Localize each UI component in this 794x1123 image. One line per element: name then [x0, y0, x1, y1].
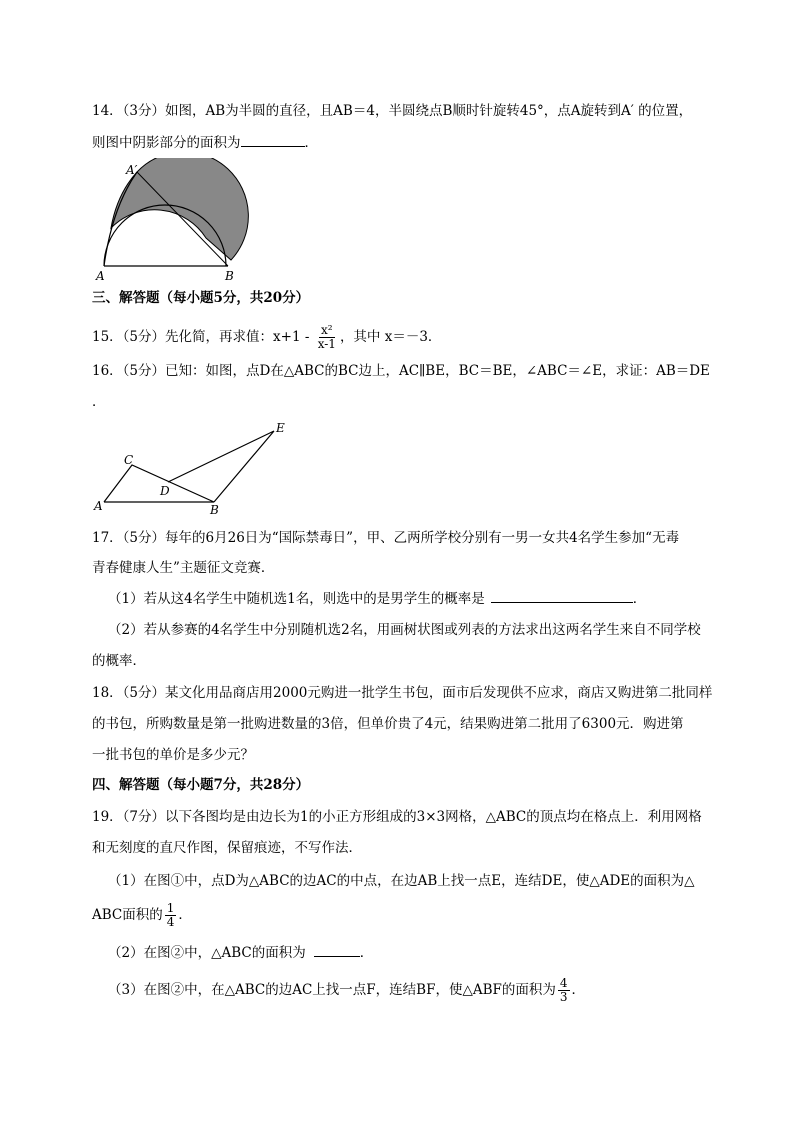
q19-part2-text: （2）在图②中，△ABC的面积为 [108, 945, 306, 961]
q19-part3-frac-den: 3 [559, 990, 568, 1004]
q19-part3-frac-num: 4 [559, 976, 568, 990]
q19-part1-end: ． [178, 907, 192, 923]
q19-part1-text: ABC面积的 [92, 907, 163, 923]
q16-label-c: C [124, 453, 134, 467]
q16-label-d: D [160, 484, 170, 498]
q19-line2: 和无刻度的直尺作图，保留痕迹，不写作法． [92, 840, 362, 856]
q14-label-a-prime: A′ [126, 163, 138, 177]
q17-part2-line1: （2）若从参赛的4名学生中分别随机选2名，用画树状图或列表的方法求出这两名学生来自不同学校 [108, 622, 701, 638]
q18-line2: 的书包，所购数量是第一批购进数量的3倍，但单价贵了4元，结果购进第二批用了6300元．购进第 [92, 716, 684, 732]
q14-label-b: B [225, 269, 234, 283]
q16-label-b: B [210, 503, 219, 517]
q14-line1: 14．（3分）如图，AB为半圆的直径，且AB＝4，半圆绕点B顺时针旋转45°，点A旋转到A′ 的位置， [92, 103, 693, 119]
q16-label-a: A [94, 499, 103, 513]
q19-part1-frac-den: 4 [166, 915, 175, 929]
q17-part2-line2: 的概率． [92, 653, 146, 669]
q14-answer-blank[interactable] [241, 134, 305, 147]
q19-part2-end: ． [359, 945, 374, 961]
q19-line1: 19．（7分）以下各图均是由边长为1的小正方形组成的3×3网格，△ABC的顶点均在格点上．利用网格 [92, 809, 702, 825]
q15-fraction [316, 324, 338, 351]
q18-line1: 18．（5分）某文化用品商店用2000元购进一批学生书包，面市后发现供不应求，商店又购进第二批同样 [92, 685, 713, 701]
q17-line1: 17．（5分）每年的6月26日为“国际禁毒日”，甲、乙两所学校分别有一男一女共4名学生参加“无毒 [92, 530, 680, 546]
q16-triangle-abc [104, 465, 214, 502]
q16-label-e: E [276, 421, 285, 435]
q17-part1 [108, 590, 646, 608]
q19-part1-line2 [92, 902, 192, 929]
q15-frac-num: x² [321, 323, 333, 337]
q18-line3: 一批书包的单价是多少元？ [92, 747, 254, 763]
q15-line [92, 324, 441, 351]
q16-triangle-dbe [168, 431, 274, 502]
q19-part3-fraction [558, 977, 570, 1004]
q19-part2 [108, 944, 373, 962]
section-3-heading: 三、解答题（每小题5分，共20分） [92, 290, 310, 306]
q19-part3-end: ． [571, 982, 586, 998]
q19-part1-fraction [165, 902, 177, 929]
q16-line1: 16．（5分）已知：如图，点D在△ABC的BC边上，AC∥BE，BC＝BE，∠ABC＝∠E，求证：AB＝DE [92, 363, 710, 379]
q19-part1-line1: （1）在图①中，点D为△ABC的边AC的中点，在边AB上找一点E，连结DE，使△ADE的面积为△ [108, 873, 695, 889]
q14-line2 [92, 134, 318, 152]
q15-text: 15．（5分）先化简，再求值：x+1 - [92, 329, 314, 345]
q15-text-end: ，其中 x＝－3． [339, 329, 442, 345]
q14-line2-text: 则图中阴影部分的面积为 [92, 135, 241, 151]
q17-part1-end: ． [632, 591, 647, 607]
q19-part3-text: （3）在图②中，在△ABC的边AC上找一点F，连结BF，使△ABF的面积为 [108, 982, 556, 998]
q16-line2: ． [92, 394, 106, 410]
q16-figure [88, 418, 298, 518]
q19-part1-frac-num: 1 [166, 901, 175, 915]
q17-answer-blank[interactable] [491, 590, 633, 603]
q17-part1-text: （1）若从这4名学生中随机选1名，则选中的是男学生的概率是 [108, 591, 485, 607]
q14-line2-end: ． [304, 135, 318, 151]
q14-label-a: A [96, 269, 105, 283]
q19-answer-blank[interactable] [314, 944, 360, 957]
q15-frac-den: x-1 [317, 337, 336, 351]
section-4-heading: 四、解答题（每小题7分，共28分） [92, 777, 310, 793]
q14-figure [90, 158, 270, 288]
q19-part3 [108, 977, 585, 1004]
q17-line2: 青春健康人生”主题征文竞赛． [92, 560, 275, 576]
